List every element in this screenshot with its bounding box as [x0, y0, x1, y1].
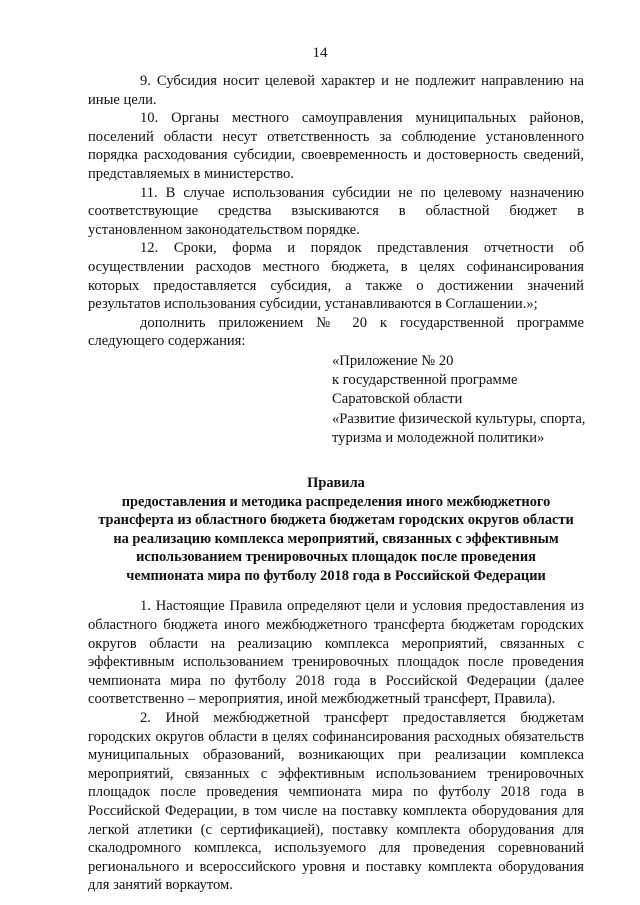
document-body [88, 72, 584, 895]
rules-title-line: Правила [307, 474, 365, 491]
appendix-line: «Приложение № 20 [332, 352, 454, 369]
rules-title-line: чемпионата мира по футболу 2018 года в Российской Федерации [126, 567, 546, 584]
paragraph-9: 9. Субсидия носит целевой характер и не подлежит направлению на иные цели. [88, 73, 584, 108]
paragraph-10: 10. Органы местного самоуправления муниципальных районов, поселений области несут ответственность за соблюдение установленного порядка расходования субсидии, своевременность и достоверность сведений, представляемых в министерство. [88, 110, 584, 182]
paragraph-11: 11. В случае использования субсидии не по целевому назначению соответствующие средства взыскиваются в областной бюджет в установленном законодательством порядке. [88, 184, 584, 238]
rules-title-line: на реализацию комплекса мероприятий, связанных с эффективным [113, 530, 559, 547]
rules-title-line: использованием тренировочных площадок после проведения [136, 549, 536, 566]
paragraph-12: 12. Сроки, форма и порядок представления отчетности об осуществлении расходов местного бюджета, в целях софинансирования которых предоставляется субсидия, а также о достижении значений результатов использования субсидии, устанавливаются в Соглашении.»; [88, 240, 584, 313]
rules-title-line: трансферта из областного бюджета бюджетам городских округов области [98, 512, 574, 529]
appendix-line: «Развитие физической культуры, спорта, [332, 410, 586, 427]
appendix-line: туризма и молодежной политики» [332, 429, 545, 446]
appendix-line: Саратовской области [332, 391, 463, 408]
rules-paragraph-1: 1. Настоящие Правила определяют цели и условия предоставления из областного бюджета иного межбюджетного трансферта бюджетам городских округов области на реализацию комплекса мероприятий, связанных с эффективным использованием тренировочных площадок после проведения чемпионата мира по футболу 2018 года в Российской Федерации (далее соответственно – мероприятия, иной межбюджетный трансферт, Правила). [88, 598, 584, 708]
appendix-line: к государственной программе [332, 372, 518, 389]
spacer [88, 585, 584, 597]
page-number: 14 [312, 45, 328, 61]
rules-title [88, 474, 584, 586]
appendix-header [332, 352, 592, 448]
rules-title-line: предоставления и методика распределения иного межбюджетного [121, 493, 551, 510]
amendment-instruction: дополнить приложением № 20 к государственной программе следующего содержания: [88, 314, 584, 350]
rules-paragraph-2: 2. Иной межбюджетной трансферт предоставляется бюджетам городских округов области в целях софинансирования расходных обязательств муниципальных образований, возникающих при реализации комплекса мероприятий, связанных с эффективным использованием тренировочных площадок после проведения чемпионата мира по футболу 2018 года в Российской Федерации, в том числе на поставку комплекта оборудования для легкой атлетики (с сертификацией), поставку комплекта оборудования для скалодромного комплекса, используемого для проведения соревнований регионального и всероссийского уровня и поставку комплекта оборудования для занятий воркаутом. [88, 710, 584, 894]
